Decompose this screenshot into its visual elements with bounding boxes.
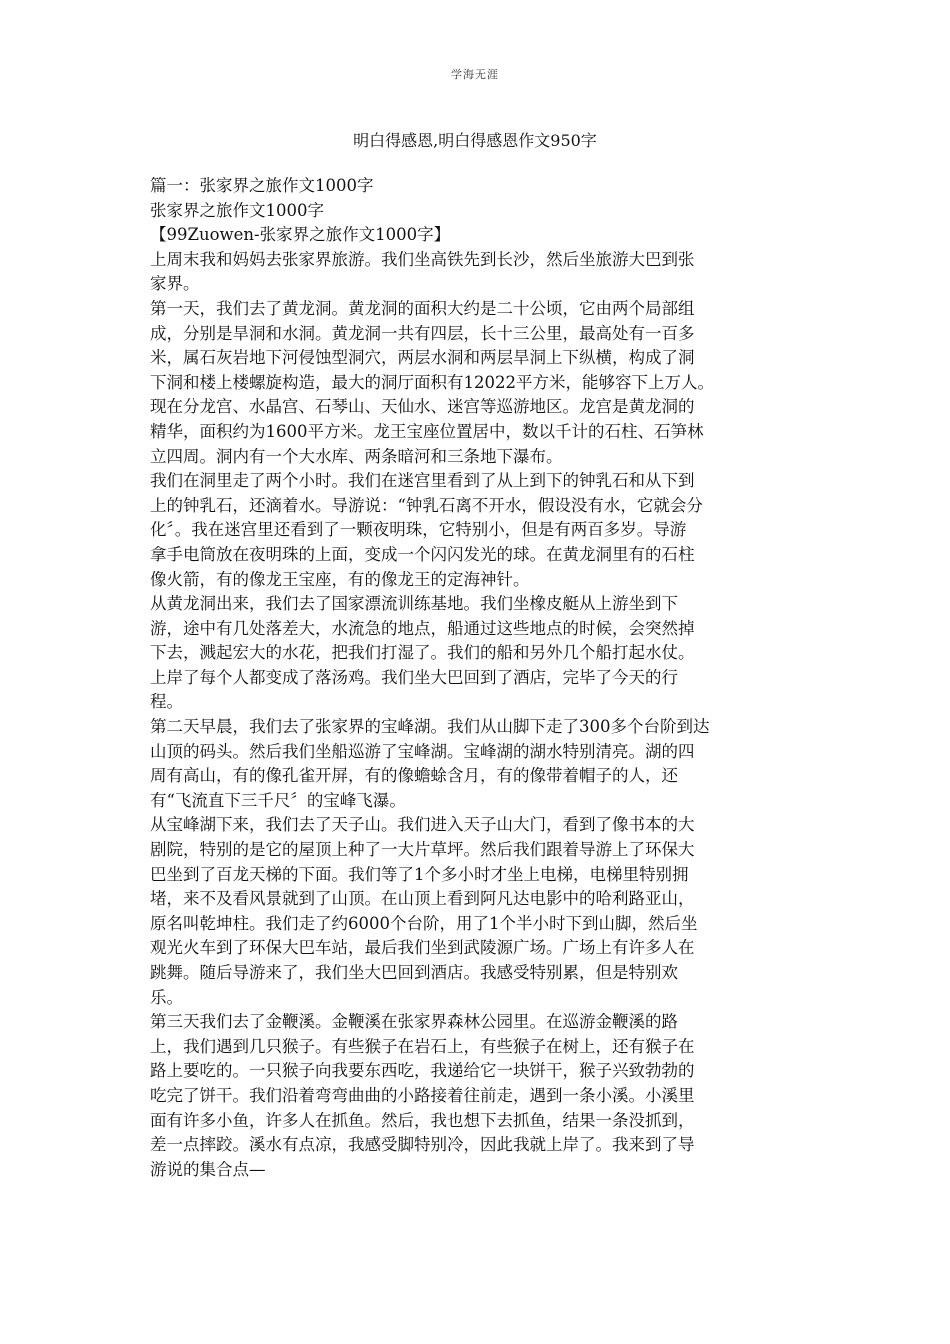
text-line: 堵，来不及看风景就到了山顶。在山顶上看到阿凡达电影中的哈利路亚山，: [150, 889, 695, 909]
text-line: 从黄龙洞出来，我们去了国家漂流训练基地。我们坐橡皮艇从上游坐到下: [150, 594, 678, 614]
text-line: 精华，面积约为1600平方米。龙王宝座位置居中，数以千计的石柱、石笋林: [150, 421, 704, 441]
text-line: 观光火车到了环保大巴车站，最后我们坐到武陵源广场。广场上有许多人在: [150, 938, 695, 958]
text-line: 乐。: [150, 987, 183, 1007]
text-line: 现在分龙宫、水晶宫、石琴山、天仙水、迷宫等巡游地区。龙宫是黄龙洞的: [150, 397, 695, 417]
text-line: 巴坐到了百龙天梯的下面。我们等了1个多小时才坐上电梯，电梯里特别拥: [150, 864, 689, 884]
text-line: 成，分别是旱洞和水洞。黄龙洞一共有四层，长十三公里，最高处有一百多: [150, 323, 695, 343]
text-line: 篇一：张家界之旅作文1000字: [150, 176, 374, 195]
text-line: 米，属石灰岩地下河侵蚀型洞穴，两层水洞和两层旱洞上下纵横，构成了洞: [150, 348, 695, 368]
text-line: 游说的集合点—: [150, 1159, 266, 1179]
text-line: 原名叫乾坤柱。我们走了约6000个台阶，用了1个半小时下到山脚，然后坐: [150, 913, 698, 933]
text-line: 下去，溅起宏大的水花，把我们打湿了。我们的船和另外几个船打起水仗。: [150, 643, 695, 663]
text-line: 【99Zuowen-张家界之旅作文1000字】: [150, 225, 451, 245]
text-line: 路上要吃的。一只猴子向我要东西吃，我递给它一块饼干，猴子兴致勃勃的: [150, 1061, 695, 1081]
text-line: 周有高山，有的像孔雀开屏，有的像蟾蜍含月，有的像带着帽子的人，还: [150, 766, 678, 786]
text-line: 我们在洞里走了两个小时。我们在迷宫里看到了从上到下的钟乳石和从下到: [150, 471, 695, 491]
text-line: 第一天，我们去了黄龙洞。黄龙洞的面积大约是二十公顷，它由两个局部组: [150, 298, 695, 318]
text-line: 上的钟乳石，还滴着水。导游说：“钟乳石离不开水，假设没有水，它就会分: [150, 495, 703, 515]
text-line: 从宝峰湖下来，我们去了天子山。我们进入天子山大门，看到了像书本的大: [150, 815, 695, 835]
text-line: 山顶的码头。然后我们坐船巡游了宝峰湖。宝峰湖的湖水特别清亮。湖的四: [150, 741, 695, 761]
text-line: 上岸了每个人都变成了落汤鸡。我们坐大巴回到了酒店，完毕了今天的行: [150, 667, 678, 687]
text-line: 第二天早晨，我们去了张家界的宝峰湖。我们从山脚下走了300多个台阶到达: [150, 717, 710, 737]
text-line: 剧院，特别的是它的屋顶上种了一大片草坪。然后我们跟着导游上了环保大: [150, 840, 695, 860]
text-line: 面有许多小鱼，许多人在抓鱼。然后，我也想下去抓鱼，结果一条没抓到，: [150, 1110, 695, 1130]
text-line: 上周末我和妈妈去张家界旅游。我们坐高铁先到长沙，然后坐旅游大巴到张: [150, 249, 695, 269]
text-line: 吃完了饼干。我们沿着弯弯曲曲的小路接着往前走，遇到一条小溪。小溪里: [150, 1085, 695, 1105]
text-line: 差一点摔跤。溪水有点凉，我感受脚特别冷，因此我就上岸了。我来到了导: [150, 1135, 695, 1155]
document-title: 明白得感恩,明白得感恩作文950字: [353, 131, 597, 150]
page-header: 学海无涯: [451, 68, 499, 81]
text-line: 第三天我们去了金鞭溪。金鞭溪在张家界森林公园里。在巡游金鞭溪的路: [150, 1012, 678, 1032]
text-line: 上，我们遇到几只猴子。有些猴子在岩石上，有些猴子在树上，还有猴子在: [150, 1036, 695, 1056]
text-line: 游，途中有几处落差大，水流急的地点，船通过这些地点的时候，会突然掉: [150, 618, 695, 638]
text-line: 张家界之旅作文1000字: [150, 200, 324, 220]
text-line: 跳舞。随后导游来了，我们坐大巴回到酒店。我感受特别累，但是特别欢: [150, 963, 678, 982]
text-line: 下洞和楼上楼螺旋构造，最大的洞厅面积有12022平方米，能够容下上万人。: [150, 372, 714, 392]
text-line: 程。: [150, 692, 183, 712]
text-line: 像火箭，有的像龙王宝座，有的像龙王的定海神针。: [150, 569, 530, 589]
text-line: 家界。: [150, 274, 200, 294]
text-line: 化〞。我在迷宫里还看到了一颗夜明珠，它特别小，但是有两百多岁。导游: [150, 520, 687, 540]
text-line: 拿手电筒放在夜明珠的上面，变成一个闪闪发光的球。在黄龙洞里有的石柱: [150, 544, 695, 564]
text-line: 有“飞流直下三千尺〞的宝峰飞瀑。: [150, 790, 406, 810]
text-line: 立四周。洞内有一个大水库、两条暗河和三条地下瀑布。: [150, 446, 563, 466]
document-body: [150, 174, 800, 1182]
